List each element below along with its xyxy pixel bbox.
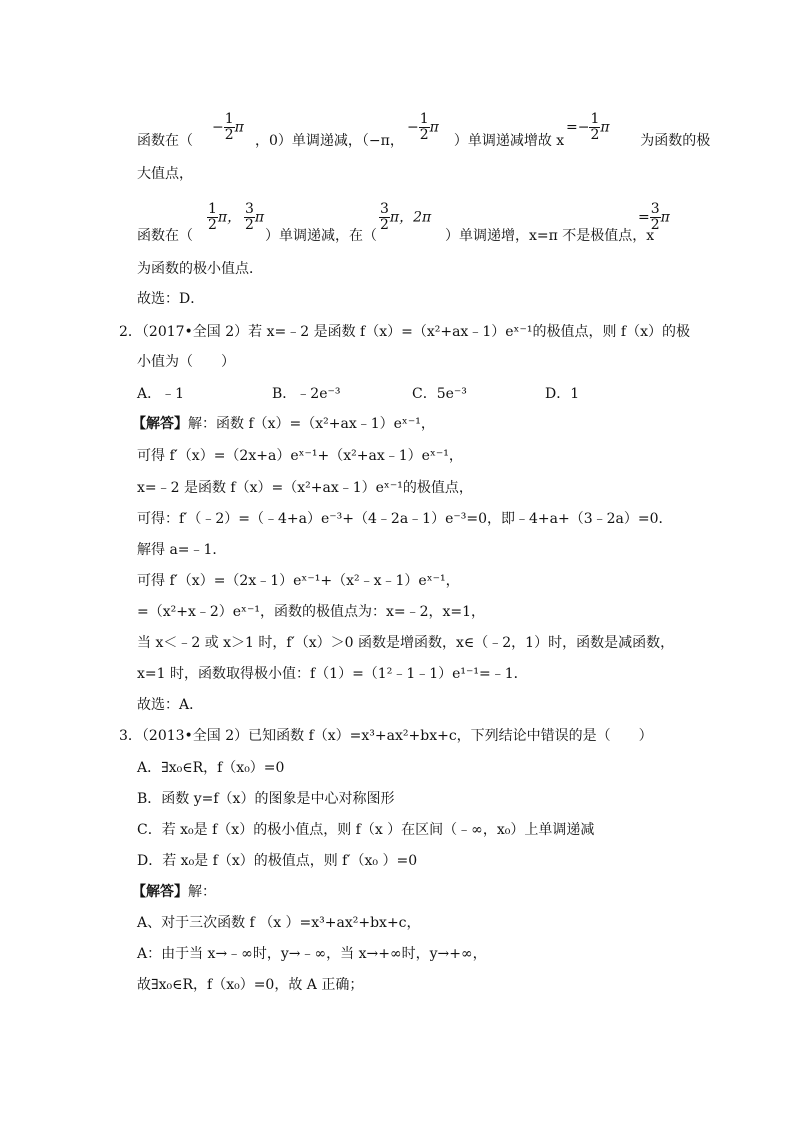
solution-line: 解得 a=﹣1． (137, 542, 227, 558)
option-b: B．函数 y=f（x）的图象是中心对称图形 (137, 791, 395, 807)
solution-line: 故∃x₀∈R，f（x₀）=0，故 A 正确； (137, 977, 364, 993)
solution-line: x=﹣2 是函数 f（x）=（x²+ax﹣1）eˣ⁻¹的极值点， (137, 480, 473, 496)
solution-line: =（x²+x﹣2）eˣ⁻¹，函数的极值点为：x=﹣2，x=1， (137, 604, 486, 620)
option-c: C．若 x₀是 f（x）的极小值点，则 f（x ）在区间（﹣∞，x₀）上单调递减 (137, 822, 595, 838)
answer-tag: 【解答】 (132, 416, 188, 432)
fraction-three-half-pi: $\frac{3}{2}$ π，2π (380, 201, 432, 233)
solution-line: 当 x＜﹣2 或 x＞1 时，f′（x）＞0 函数是增函数，x∈（﹣2，1）时，函数是减函数， (137, 635, 675, 651)
option-a: A．∃x₀∈R，f（x₀）=0 (137, 760, 285, 776)
solution-line: 【解答】解：函数 f（x）=（x²+ax﹣1）eˣ⁻¹， (132, 416, 435, 432)
solution-line: x=1 时，函数取得极小值：f（1）=（1²﹣1﹣1）e¹⁻¹=﹣1． (137, 666, 528, 682)
fraction-half-pi: $\frac{1}{2}$ π， (208, 201, 242, 233)
option-b: B．﹣2e⁻³ (272, 386, 341, 402)
fraction-neg-half-pi: − $\frac{1}{2}$ π (212, 111, 244, 143)
solution-line: 故选：D． (137, 291, 205, 307)
fraction-neg-half-pi: − $\frac{1}{2}$ π (407, 111, 439, 143)
answer-tag: 【解答】 (132, 884, 188, 900)
option-d: D．1 (545, 386, 580, 402)
solution-line: A、对于三次函数 f （x ）=x³+ax²+bx+c， (137, 915, 421, 931)
solution-line: 函数在（ ）单调递减，在（ ）单调递增，x=π 不是极值点，x (137, 228, 655, 244)
solution-line: 可得 f′（x）=（2x﹣1）eˣ⁻¹+（x²﹣x﹣1）eˣ⁻¹， (137, 573, 460, 589)
option-c: C．5e⁻³ (412, 386, 467, 402)
solution-line: 为函数的极小值点． (137, 261, 263, 277)
fraction-eq-three-half-pi: = $\frac{3}{2}$ π (638, 201, 670, 233)
option-a: A．﹣1 (137, 386, 185, 402)
option-d: D．若 x₀是 f（x）的极值点，则 f′（x₀ ）=0 (137, 853, 418, 869)
solution-line: A：由于当 x→﹣∞时，y→﹣∞，当 x→+∞时，y→+∞， (137, 946, 487, 962)
question-stem: 小值为（ ） (137, 354, 235, 370)
question-stem: 2．（2017•全国 2）若 x=﹣2 是函数 f（x）=（x²+ax﹣1）eˣ⁻¹的极值点，则 f（x）的极 (119, 324, 690, 340)
solution-line: 大值点， (137, 166, 193, 182)
fraction-three-half-pi: $\frac{3}{2}$ π (245, 201, 265, 233)
solution-line: 可得 f′（x）=（2x+a）eˣ⁻¹+（x²+ax﹣1）eˣ⁻¹， (137, 448, 463, 464)
solution-line: 故选：A． (137, 697, 204, 713)
solution-line: 【解答】解： (132, 884, 216, 900)
question-stem: 3．（2013•全国 2）已知函数 f（x）=x³+ax²+bx+c，下列结论中错误的是（ ） (119, 728, 653, 744)
solution-line: 可得：f′（﹣2）=（﹣4+a）e⁻³+（4﹣2a﹣1）e⁻³=0，即﹣4+a+（3﹣2a）=0． (137, 511, 673, 527)
solution-line: 函数在（ ，0）单调递减，（−π， ）单调递减增故 x 为函数的极 (137, 133, 711, 149)
fraction-eq-neg-half-pi: =− $\frac{1}{2}$ π (566, 111, 610, 143)
